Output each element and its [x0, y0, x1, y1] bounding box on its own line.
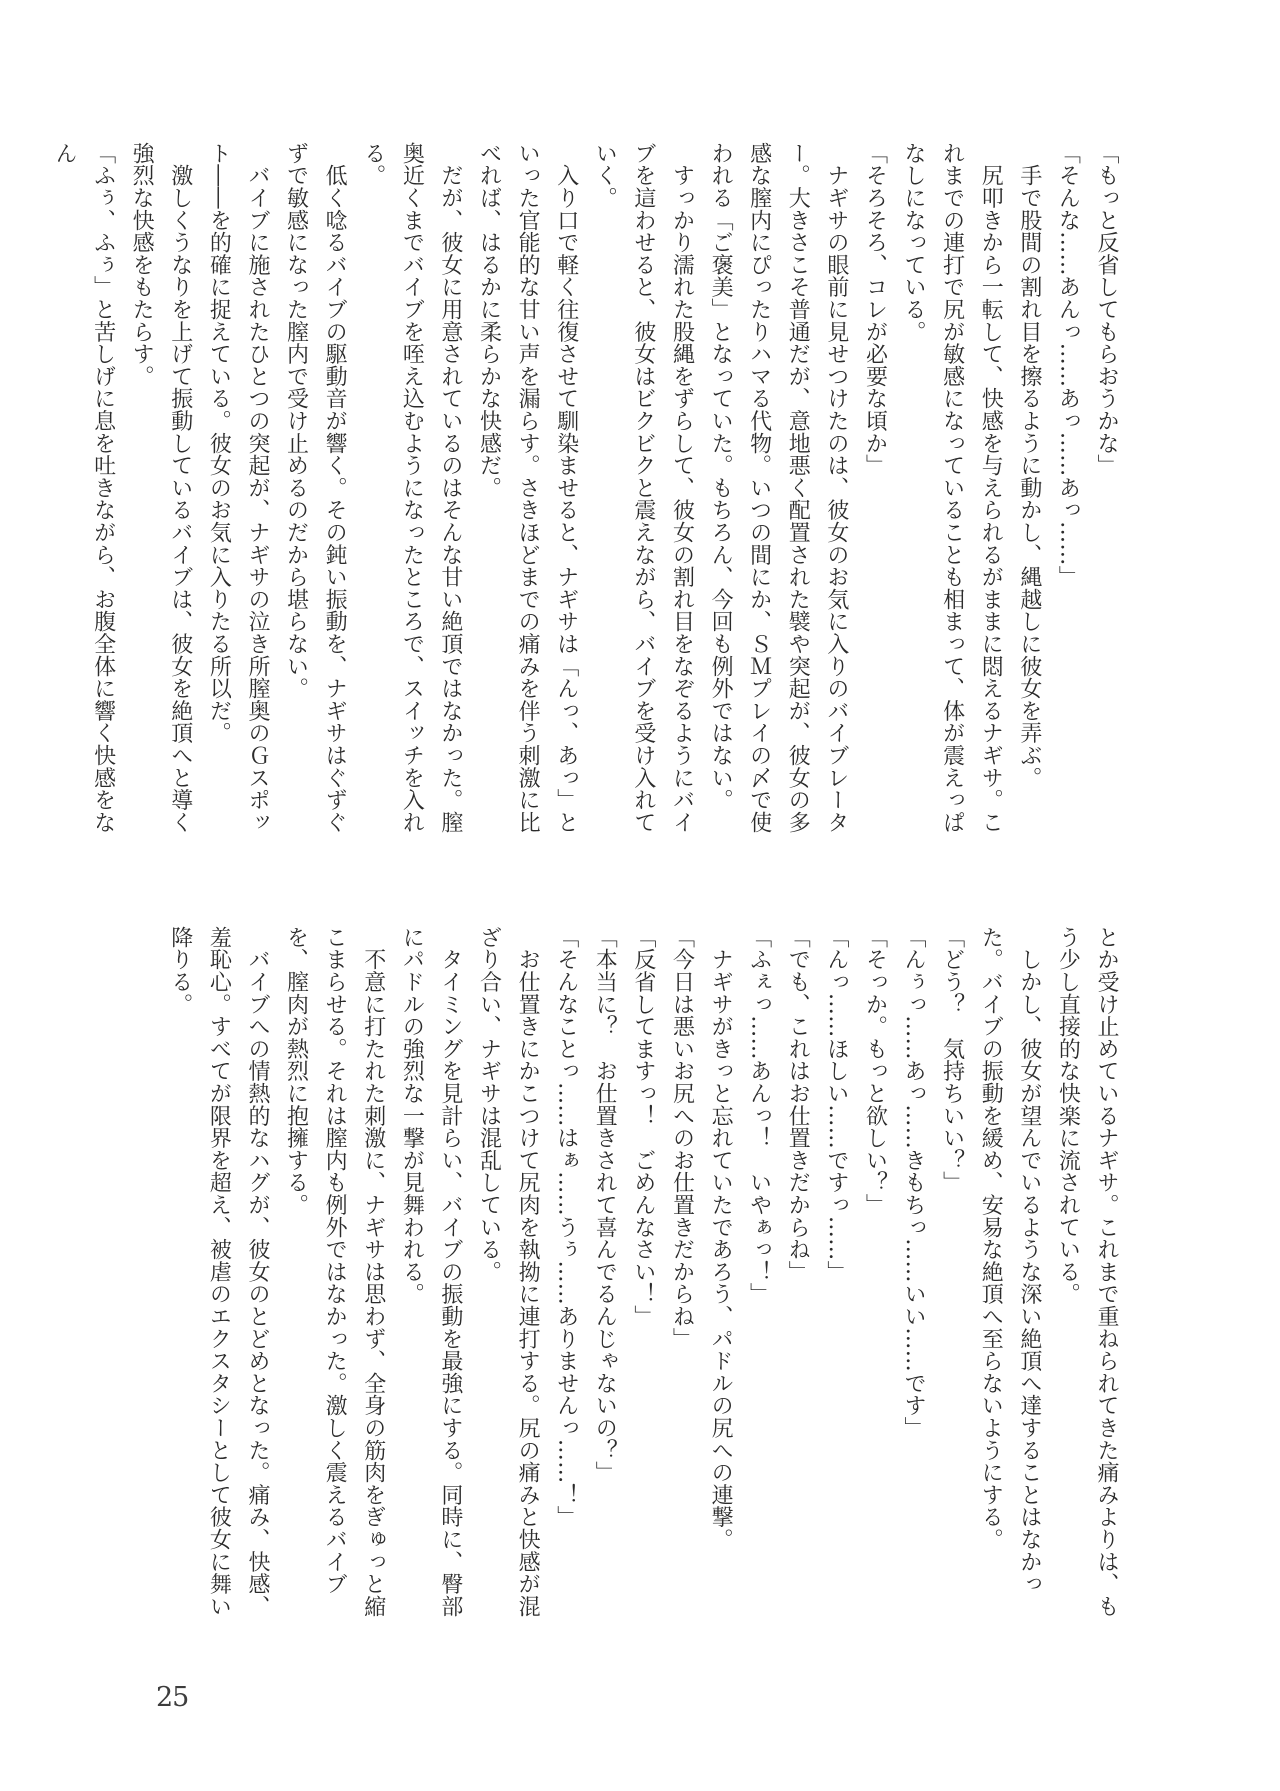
paragraph: 激しくうなりを上げて振動しているバイブは、彼女を絶頂へと導く強烈な快感をもたらす。	[129, 142, 193, 834]
paragraph: だが、彼女に用意されているのはそんな甘い絶頂ではなかった。膣奥近くまでバイブを咥え込むようになったところで、スイッチを入れる。	[360, 142, 463, 834]
paragraph: 「ふぇっ……あんっ！ いやぁっ！」	[746, 926, 772, 1306]
paragraph: 「今日は悪いお尻へのお仕置きだからね」	[669, 926, 695, 1350]
paragraph: お仕置きにかこつけて尻肉を執拗に連打する。尻の痛みと快感が混ざり合い、ナギサは混乱している。	[476, 926, 541, 1618]
paragraph: 「んっ……ほしい……ですっ……」	[823, 926, 849, 1283]
paragraph: 入り口で軽く往復させて馴染ませると、ナギサは「んっ、あっ」といった官能的な甘い声を漏らす。さきほどまでの痛みを伴う刺激に比べれば、はるかに柔らかな快感だ。	[476, 142, 579, 834]
top-text-block	[44, 142, 1125, 854]
paragraph: 尻叩きから一転して、快感を与えられるがままに悶えるナギサ。これまでの連打で尻が敏感になっていることも相まって、体が震えっぱなしになっている。	[901, 142, 1004, 834]
paragraph: タイミングを見計らい、バイブの振動を最強にする。同時に、臀部にパドルの強烈な一撃が見舞われる。	[399, 926, 463, 1618]
paragraph: 「そんな……あんっ……あっ……あっ……」	[1055, 142, 1081, 588]
paragraph: 「どう？ 気持ちいい？」	[939, 926, 965, 1194]
paragraph: すっかり濡れた股縄をずらして、彼女の割れ目をなぞるようにバイブを這わせると、彼女はビクビクと震えながら、バイブを受け入れていく。	[592, 142, 695, 834]
page-number: 25	[156, 1682, 189, 1713]
paragraph: 「んぅっ……あっ……きもちっ……いい……です」	[901, 926, 927, 1439]
paragraph: ナギサの眼前に見せつけたのは、彼女のお気に入りのバイブレーター。大きさこそ普通だが、意地悪く配置された襞や突起が、彼女の多感な膣内にぴったりハマる代物。いつの間にか、ＳＭプレイの〆で使われる「ご褒美」となっていた。もちろん、今回も例外ではない。	[708, 142, 849, 834]
paragraph: 「そんなことっ……はぁ……うぅ……ありませんっ……！」	[553, 926, 579, 1529]
paragraph: ナギサがきっと忘れていたであろう、パドルの尻への連撃。	[708, 926, 734, 1551]
paragraph: 低く唸るバイブの駆動音が響く。その鈍い振動を、ナギサはぐずぐずで敏感になった膣内で受け止めるのだから堪らない。	[283, 142, 348, 834]
paragraph: バイブへの情熱的なハグが、彼女のとどめとなった。痛み、快感、羞恥心。すべてが限界を超え、被虐のエクスタシーとして彼女に舞い降りる。	[167, 926, 270, 1618]
paragraph: 不意に打たれた刺激に、ナギサは思わず、全身の筋肉をぎゅっと縮こまらせる。それは膣内も例外ではなかった。激しく震えるバイブを、膣肉が熱烈に抱擁する。	[283, 926, 386, 1618]
paragraph: 「本当に？ お仕置きされて喜んでるんじゃないの？」	[592, 926, 618, 1484]
paragraph: 手で股間の割れ目を擦るように動かし、縄越しに彼女を弄ぶ。	[1016, 142, 1042, 789]
bottom-text-block	[160, 926, 1125, 1638]
paragraph: とか受け止めているナギサ。これまで重ねられてきた痛みよりは、もう少し直接的な快楽に流されている。	[1055, 926, 1119, 1618]
paragraph: 「でも、これはお仕置きだからね」	[785, 926, 811, 1283]
paragraph: 「反省してますっ！ ごめんなさい！」	[630, 926, 656, 1328]
paragraph: 「そろそろ、コレが必要な頃か」	[862, 142, 888, 477]
paragraph: バイブに施されたひとつの突起が、ナギサの泣き所膣奥のＧスポット――を的確に捉えている。彼女のお気に入りたる所以だ。	[206, 142, 270, 834]
paragraph: しかし、彼女が望んでいるような深い絶頂へ達することはなかった。バイブの振動を緩め、安易な絶頂へ至らないようにする。	[978, 926, 1042, 1595]
paragraph: 「ふぅ、ふぅ」と苦しげに息を吐きながら、お腹全体に響く快感をなん	[51, 142, 116, 834]
paragraph: 「そっか。もっと欲しい？」	[862, 926, 888, 1216]
paragraph: 「もっと反省してもらおうかな」	[1094, 142, 1119, 477]
